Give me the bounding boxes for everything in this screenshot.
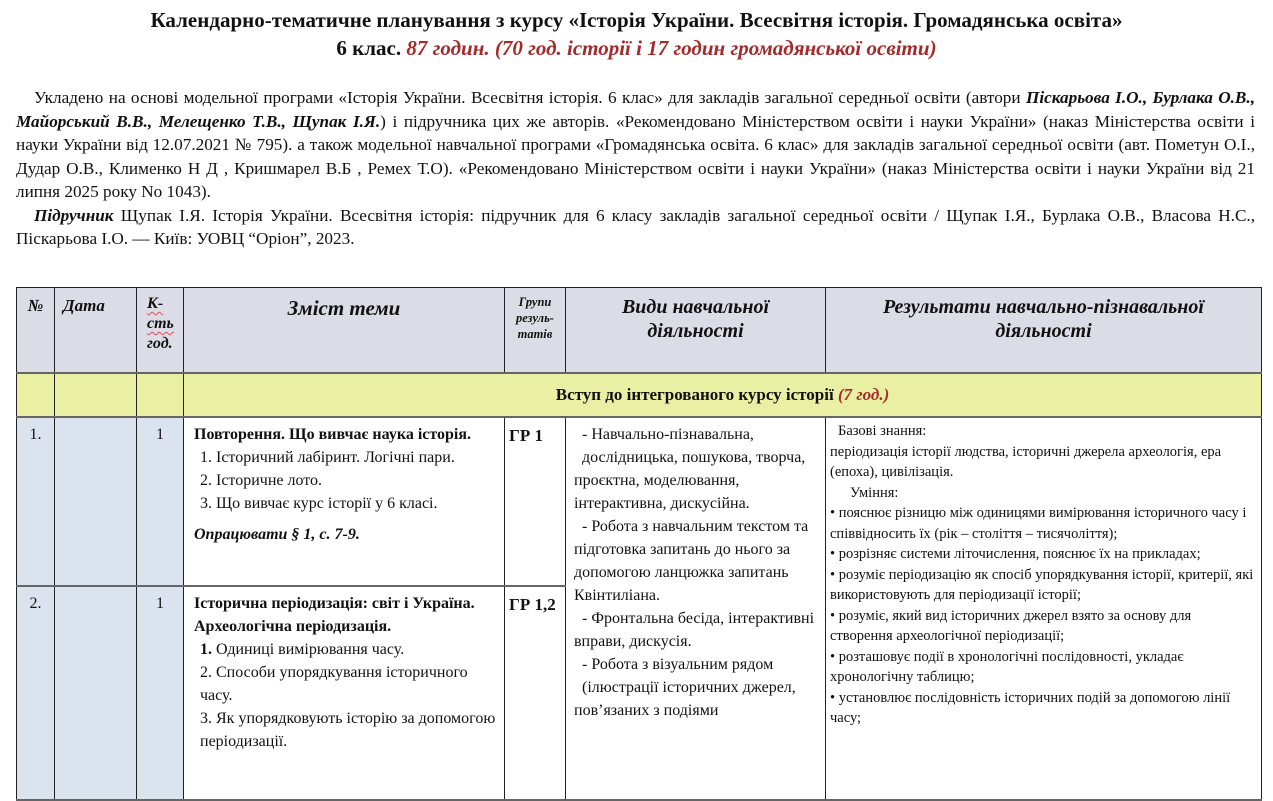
header-groups-line1: Групи [518, 295, 552, 309]
header-hours [137, 288, 184, 374]
results-skills-label: Уміння: [850, 484, 899, 501]
section-cell-no [17, 373, 55, 417]
section-cell-hours [137, 373, 184, 417]
activity-item: - Навчально-пізнавальна, [582, 426, 754, 443]
header-hours-line2: сть [147, 315, 174, 332]
plan-table [16, 287, 1262, 801]
header-groups-line2: резуль- [516, 311, 554, 325]
activity-item: дослідницька, пошукова, творча, проєктна, моделювання, інтерактивна, дискусійна. [574, 449, 806, 512]
activity-item: (ілюстрації історичних джерел, пов’язаних з подіями [574, 679, 796, 719]
row-topic [184, 417, 505, 586]
intro-paragraph-program [16, 86, 1255, 204]
skill-item: • розташовує події в хронологічні послідовності, укладає хронологічну таблицю; [830, 648, 1184, 685]
topic-title: Історична періодизація: світ і Україна. Археологічна періодизація. [194, 595, 475, 635]
section-title [184, 373, 1262, 417]
header-groups-line3: татів [517, 327, 553, 341]
section-title-text: Вступ до інтегрованого курсу історії [555, 385, 838, 404]
activities-cell [566, 417, 826, 800]
row-groups: ГР 1 [505, 417, 566, 586]
header-activities-line1: Види навчальної [621, 296, 770, 318]
skill-item: • розрізняє системи літочислення, пояснює їх на прикладах; [830, 546, 1201, 562]
topic-homework: Опрацювати § 1, с. 7-9. [194, 526, 360, 543]
results-basic-text: періодизація історії людства, історичні джерела археологія, ера (епоха), цивілізація. [830, 443, 1222, 480]
topic-item: 1. Історичний лабіринт. Логічні пари. [200, 449, 455, 466]
row-date[interactable] [55, 417, 137, 586]
intro-program-text-cont: ) і підручника цих же авторів. «Рекомендовано Міністерством освіти і науки України» (наказ Міністерства освіти і науки України від 12.07.2021 № 795). а також модельної навчальної програми «Громадянська освіта. 6 клас» для закладів загальної середньої освіти (авт. Пометун О.І., Дудар О.В., Клименко Н Д , Кришмарел В.Б , Ремех Т.О). «Рекомендовано Міністерством освіти і науки України» (наказ Міністерства освіти і науки України від 21 липня 2025 року No 1043). [16, 111, 1256, 201]
table-header-row [17, 288, 1262, 374]
topic-title: Повторення. Що вивчає наука історія. [194, 426, 472, 443]
document-title: Календарно-тематичне планування з курсу «Історія України. Всесвітня історія. Громадянська освіта» [150, 8, 1123, 32]
activity-item: - Робота з візуальним рядом [582, 656, 774, 673]
textbook-label: Підручник [34, 205, 114, 225]
document-subtitle [0, 34, 1273, 62]
intro-paragraph-textbook [16, 204, 1255, 251]
section-cell-date [55, 373, 137, 417]
topic-item: 3. Як упорядковують історію за допомогою періодизації. [200, 710, 496, 750]
skill-item: • установлює послідовність історичних подій за допомогою лінії часу; [830, 689, 1231, 726]
skill-item: • пояснює різницю між одиницями вимірювання історичного часу і співвідносить їх (рік – століття – тисячоліття); [830, 505, 1247, 542]
row-groups: ГР 1,2 [505, 586, 566, 800]
table-row [17, 417, 1262, 586]
topic-item-text: Одиниці вимірювання часу. [212, 641, 405, 658]
class-label: 6 клас. [336, 36, 407, 60]
activity-item: - Робота з навчальним текстом та підготовка запитань до нього за допомогою ланцюжка запитань Квінтиліана. [574, 518, 809, 604]
header-topic: Зміст теми [184, 288, 505, 374]
row-no: 2. [17, 586, 55, 800]
header-groups [505, 288, 566, 374]
row-date[interactable] [55, 586, 137, 800]
section-row [17, 373, 1262, 417]
header-date: Дата [55, 288, 137, 374]
header-hours-line3: год. [147, 335, 173, 352]
topic-item [194, 638, 498, 661]
results-basic-label: Базові знання: [838, 423, 927, 439]
header-activities [566, 288, 826, 374]
total-hours: 87 годин. (70 год. історії і 17 годин громадянської освіти) [406, 36, 937, 60]
header-results-line2: діяльності [995, 320, 1092, 342]
skill-item: • розуміє періодизацію як спосіб упорядкування історії, критерії, які використовують для періодизації історії; [830, 566, 1254, 603]
intro-authors: Піскарьова І.О., Бурлака О.В., Майорський В.В., Мелещенко Т.В., Щупак І.Я. [16, 88, 1255, 131]
header-no: № [17, 288, 55, 374]
row-topic [184, 586, 505, 800]
topic-item: 2. Способи упорядкування історичного часу. [200, 664, 468, 704]
header-results-line1: Результати навчально-пізнавальної [883, 296, 1204, 318]
row-no: 1. [17, 417, 55, 586]
row-hours: 1 [137, 586, 184, 800]
textbook-text: Щупак І.Я. Історія України. Всесвітня історія: підручник для 6 класу закладів загальної середньої освіти / Щупак І.Я., Бурлака О.В., Власова Н.С., Піскарьова І.О. — Київ: УОВЦ “Оріон”, 2023. [16, 205, 1255, 248]
section-hours: (7 год.) [837, 385, 890, 404]
activity-item: - Фронтальна бесіда, інтерактивні вправи, дискусія. [574, 610, 815, 650]
results-cell [826, 417, 1262, 800]
intro-text [16, 86, 1255, 251]
intro-program-text: Укладено на основі модельної програми «Історія України. Всесвітня історія. 6 клас» для закладів загальної середньої освіти (автори [34, 88, 1026, 107]
row-hours: 1 [137, 417, 184, 586]
skill-item: • розуміє, який вид історичних джерел взято за основу для створення археологічної періодизації; [830, 607, 1192, 644]
topic-item-number: 1. [200, 641, 212, 658]
header-activities-line2: діяльності [647, 320, 744, 342]
topic-item: 2. Історичне лото. [200, 472, 323, 489]
header-hours-line1: К- [147, 295, 164, 312]
header-results [826, 288, 1262, 374]
topic-item: 3. Що вивчає курс історії у 6 класі. [200, 495, 438, 512]
